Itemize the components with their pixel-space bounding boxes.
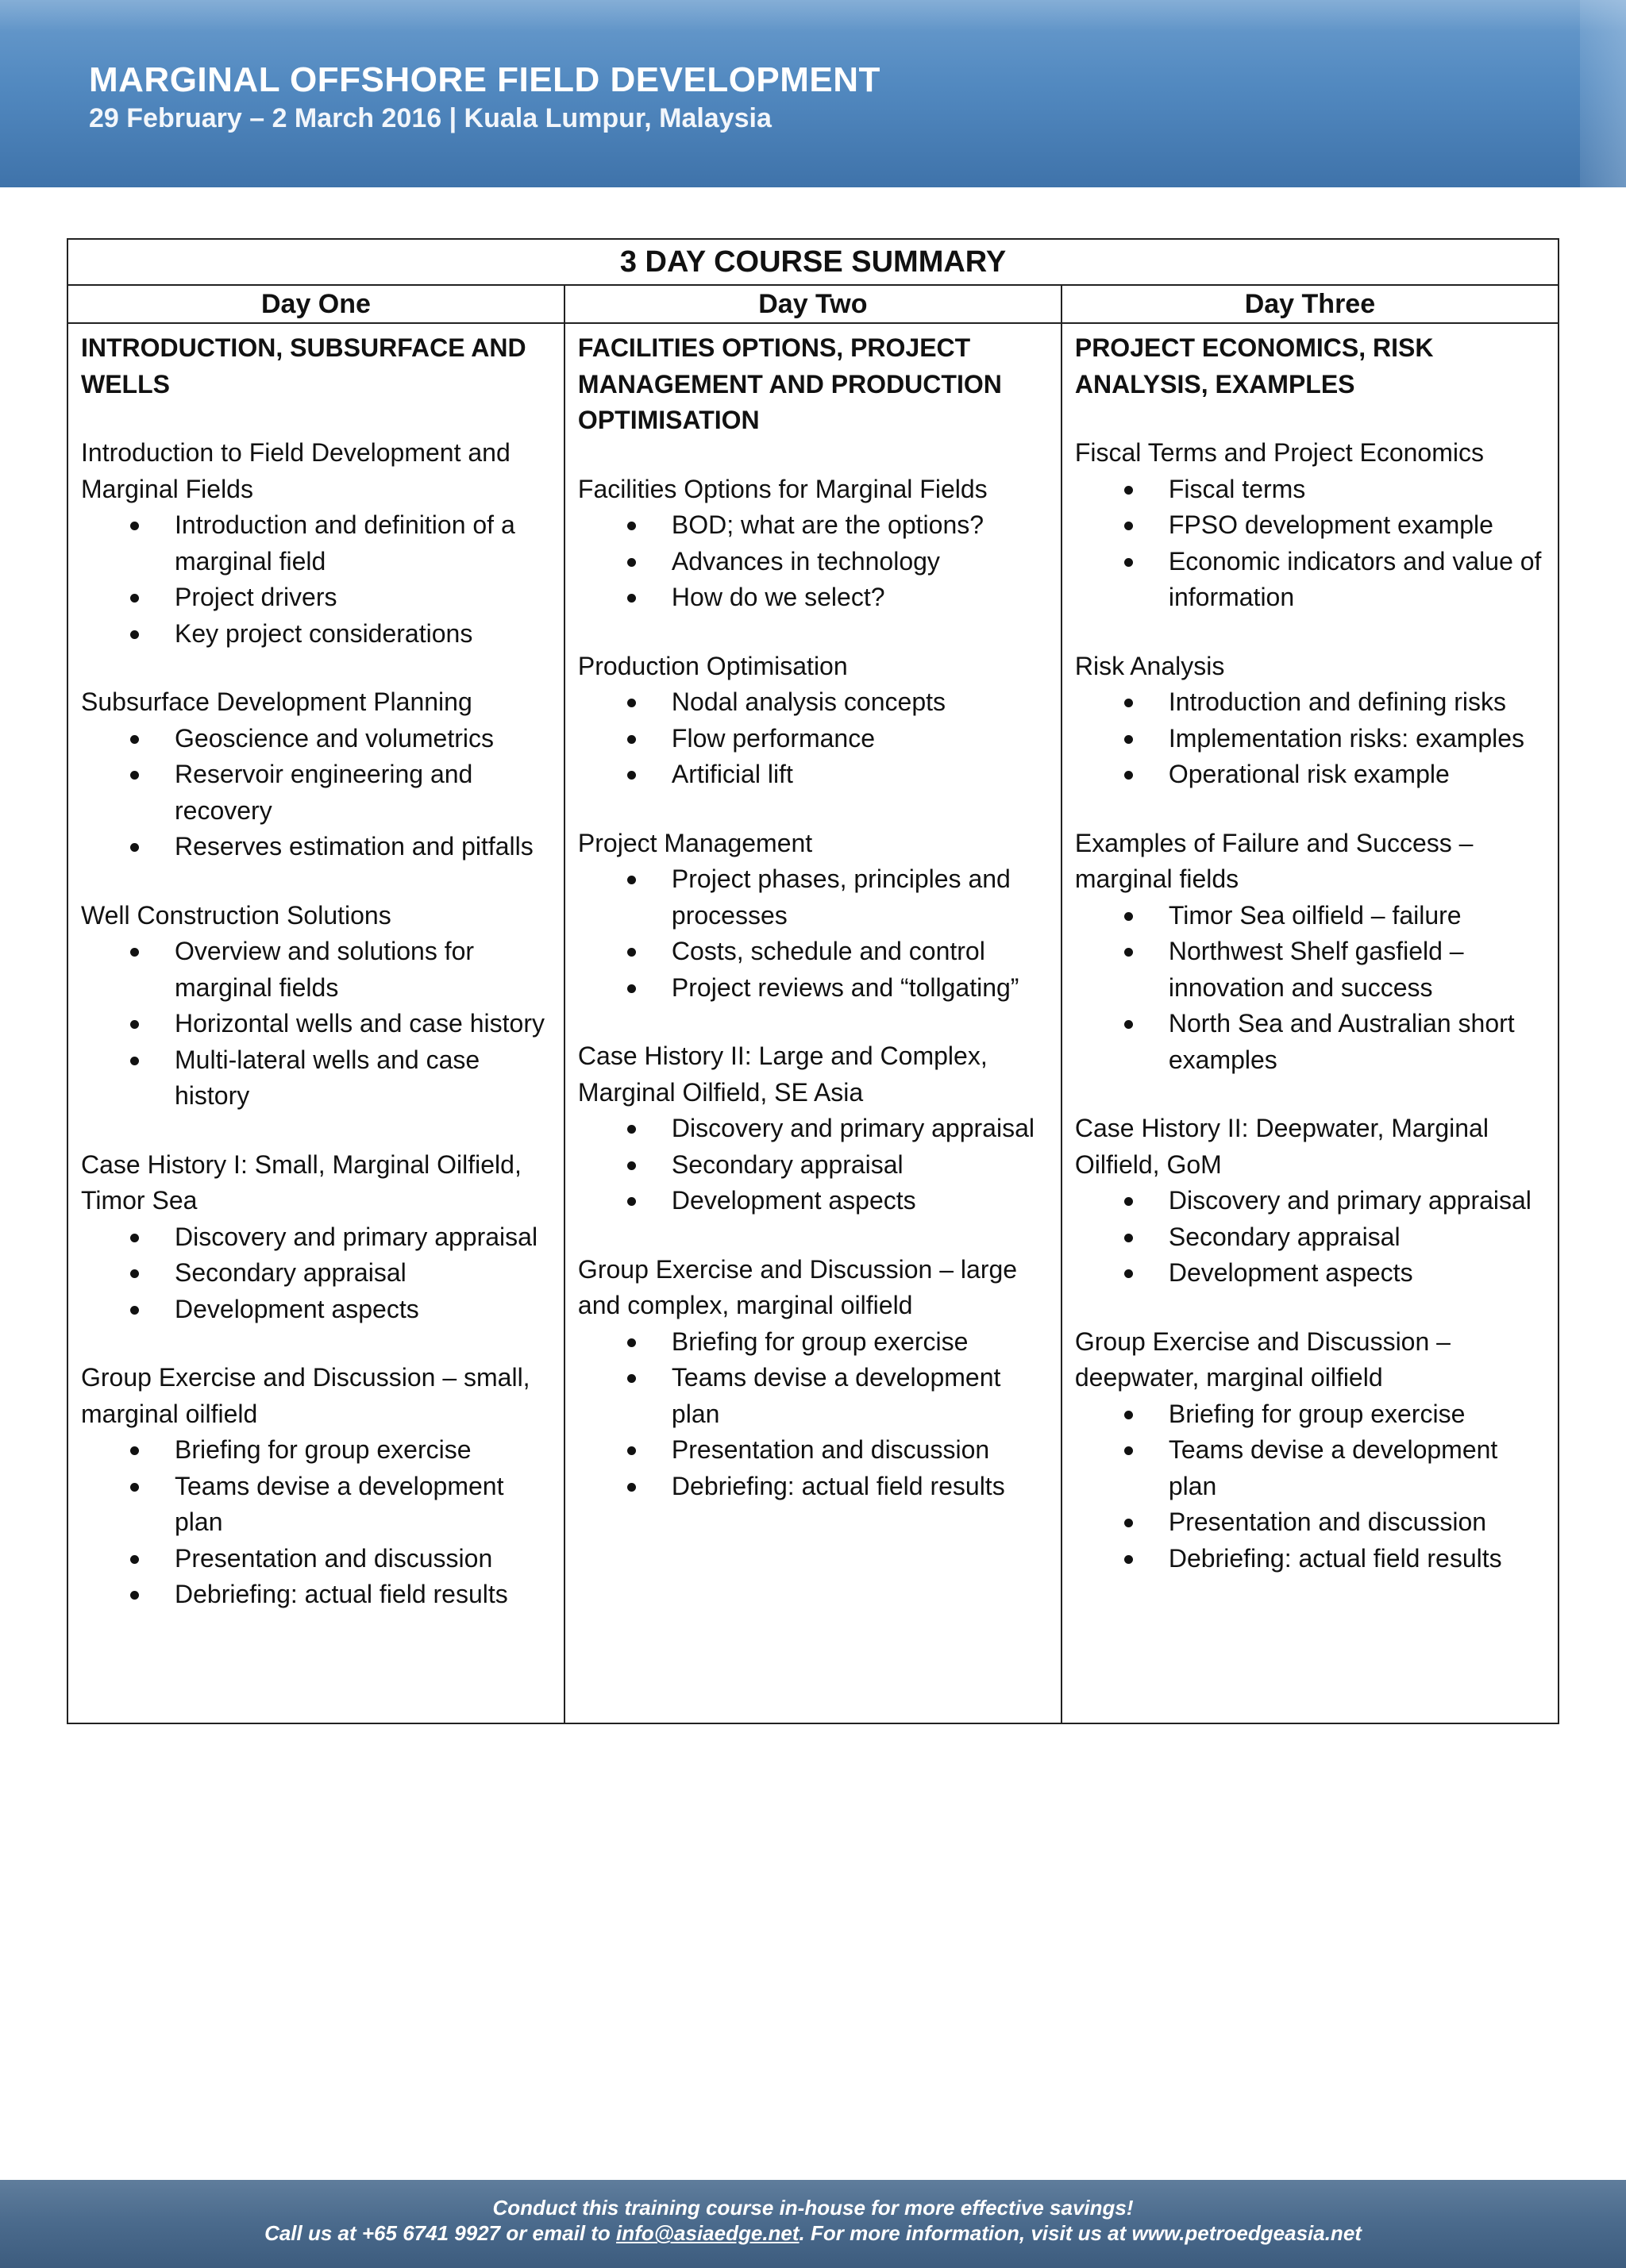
bullet-icon [1124,522,1133,530]
bullet-icon [130,843,139,852]
list-item-text: Fiscal terms [1168,474,1306,503]
topic-bullet-list [81,1432,551,1613]
list-item [1075,1504,1545,1541]
list-item-text: Geoscience and volumetrics [175,723,494,753]
list-item [578,934,1048,970]
list-item-text: Secondary appraisal [175,1258,406,1287]
bullet-icon [1124,735,1133,744]
topic-title: Risk Analysis [1074,651,1225,680]
list-item-text: Debriefing: actual field results [671,1471,1005,1500]
banner-sheen [0,0,1626,32]
list-item-text: Briefing for group exercise [1168,1399,1466,1428]
topic-title: Group Exercise and Discussion – deepwater, marginal oilfield [1074,1327,1451,1392]
topic-bullet-list [81,1219,551,1328]
bullet-icon [627,522,636,530]
list-item [578,507,1048,544]
day-one-header: Day One [67,285,564,323]
list-item-text: Project phases, principles and processes [671,864,1011,930]
bullet-icon [627,1161,636,1170]
bullet-icon [1124,558,1133,567]
footer-contact [0,2221,1626,2246]
list-item-text: Discovery and primary appraisal [671,1114,1035,1142]
list-item-text: Development aspects [671,1186,916,1215]
list-item-text: Project drivers [175,583,337,611]
topic-bullet-list [81,507,551,652]
bullet-icon [1124,1446,1133,1455]
list-item-text: Timor Sea oilfield – failure [1168,900,1462,930]
topic-bullet-list [1075,684,1545,793]
topic-bullet-list [578,861,1048,1006]
list-item [578,1183,1048,1219]
bullet-icon [1124,1269,1133,1278]
topic-section [1075,1324,1545,1577]
topic-title: Fiscal Terms and Project Economics [1074,438,1484,467]
bullet-icon [130,630,139,639]
list-item [81,829,551,865]
list-item [81,507,551,580]
topic-bullet-list [1075,898,1545,1079]
bullet-icon [130,1234,139,1242]
list-item [1075,1396,1545,1433]
footer-banner [0,2180,1626,2268]
bullet-icon [627,1125,636,1134]
day-three-header: Day Three [1062,285,1559,323]
list-item-text: Development aspects [175,1294,419,1323]
bullet-icon [130,1555,139,1564]
list-item-text: Multi-lateral wells and case history [175,1045,480,1110]
topic-bullet-list [81,721,551,865]
topic-bullet-list [578,1324,1048,1505]
list-item [81,721,551,757]
topic-title: Well Construction Solutions [81,900,391,930]
list-item [81,1432,551,1469]
day-theme: PROJECT ECONOMICS, RISK ANALYSIS, EXAMPLES [1074,333,1434,399]
list-item-text: Briefing for group exercise [671,1327,969,1356]
bullet-icon [1124,1519,1133,1527]
email-link[interactable]: info@asiaedge.net [616,2221,800,2245]
day-column [1062,323,1559,1723]
list-item-text: Project reviews and “tollgating” [671,972,1019,1002]
topic-bullet-list [1075,472,1545,616]
topic-bullet-list [1075,1396,1545,1577]
topic-section [578,1252,1048,1505]
bullet-icon [627,876,636,884]
list-item-text: Discovery and primary appraisal [1168,1186,1532,1215]
topic-section [578,1038,1048,1219]
topic-title: Case History II: Large and Complex, Marginal Oilfield, SE Asia [577,1042,988,1107]
topic-title: Facilities Options for Marginal Fields [577,474,988,503]
list-item [1075,757,1545,793]
course-date-location: 29 February – 2 March 2016 | Kuala Lumpur, Malaysia [89,103,772,133]
day-theme: INTRODUCTION, SUBSURFACE AND WELLS [81,333,526,399]
topic-title: Case History II: Deepwater, Marginal Oilfield, GoM [1074,1114,1489,1179]
list-item [1075,1006,1545,1078]
bullet-icon [1124,948,1133,957]
list-item [1075,472,1545,508]
list-item-text: Briefing for group exercise [175,1435,472,1464]
bullet-icon [130,1020,139,1029]
topic-bullet-list [1075,1183,1545,1292]
list-item [81,934,551,1006]
topic-section [81,684,551,865]
topic-title: Project Management [577,828,813,857]
bullet-icon [130,1306,139,1315]
bullet-icon [627,1446,636,1455]
list-item-text: Advances in technology [671,546,940,576]
bullet-icon [130,1483,139,1492]
list-item [578,1360,1048,1432]
list-item [1075,934,1545,1006]
list-item [578,1469,1048,1505]
topic-section [81,898,551,1115]
bullet-icon [130,735,139,744]
list-item [81,1219,551,1256]
footer-tagline: Conduct this training course in-house for more effective savings! [492,2196,1134,2220]
list-item [578,1111,1048,1147]
list-item-text: Introduction and defining risks [1168,687,1506,716]
list-item [1075,1432,1545,1504]
bullet-icon [1124,1020,1133,1029]
bullet-icon [627,984,636,993]
topic-bullet-list [578,684,1048,793]
bullet-icon [130,1057,139,1065]
list-item [578,861,1048,934]
list-item-text: FPSO development example [1168,510,1493,539]
bullet-icon [1124,912,1133,921]
topic-title: Group Exercise and Discussion – large and complex, marginal oilfield [577,1254,1018,1319]
list-item [578,580,1048,616]
topic-section [578,472,1048,616]
list-item-text: Secondary appraisal [1168,1222,1401,1251]
list-item [578,1324,1048,1361]
topic-section [1075,826,1545,1079]
bullet-icon [1124,486,1133,495]
list-item-text: Debriefing: actual field results [1168,1543,1502,1573]
topic-bullet-list [578,1111,1048,1219]
list-item [1075,507,1545,544]
bullet-icon [130,1446,139,1455]
bullet-icon [627,771,636,780]
list-item-text: Presentation and discussion [671,1435,990,1464]
list-item [578,970,1048,1007]
list-item-text: Nodal analysis concepts [671,687,946,716]
list-item-text: Teams devise a development plan [175,1471,504,1536]
list-item [81,757,551,829]
list-item-text: Overview and solutions for marginal fields [175,937,475,1002]
bullet-icon [1124,1555,1133,1564]
list-item [81,1292,551,1328]
bullet-icon [1124,1234,1133,1242]
list-item [81,616,551,653]
list-item-text: North Sea and Australian short examples [1168,1009,1515,1074]
list-item [81,580,551,616]
list-item [1075,1183,1545,1219]
list-item [81,1255,551,1292]
list-item-text: Introduction and definition of a marginal field [175,510,515,576]
list-item [81,1042,551,1115]
list-item [1075,721,1545,757]
list-item-text: Teams devise a development plan [671,1363,1001,1428]
bullet-icon [130,594,139,603]
list-item-text: Teams devise a development plan [1168,1435,1498,1500]
bullet-icon [1124,699,1133,707]
topic-bullet-list [578,507,1048,616]
list-item [81,1577,551,1613]
bullet-icon [130,1269,139,1278]
list-item [578,684,1048,721]
list-item [578,721,1048,757]
topic-section [81,1360,551,1613]
list-item-text: Horizontal wells and case history [175,1009,545,1038]
list-item-text: Presentation and discussion [1168,1508,1487,1536]
list-item [578,757,1048,793]
list-item-text: Economic indicators and value of information [1168,546,1542,611]
bullet-icon [1124,1197,1133,1206]
bullet-icon [130,948,139,957]
list-item-text: Implementation risks: examples [1168,723,1525,753]
bullet-icon [1124,771,1133,780]
topic-title: Production Optimisation [577,651,848,680]
day-theme: FACILITIES OPTIONS, PROJECT MANAGEMENT AND PRODUCTION OPTIMISATION [577,333,1002,434]
topic-section [1075,649,1545,793]
day-column [564,323,1062,1723]
list-item-text: Operational risk example [1168,760,1450,788]
header-banner [0,0,1626,187]
list-item [1075,1541,1545,1577]
list-item-text: Key project considerations [175,618,473,648]
bullet-icon [627,948,636,957]
bullet-icon [130,522,139,530]
list-item-text: BOD; what are the options? [671,510,984,539]
list-item [1075,1255,1545,1292]
bullet-icon [627,699,636,707]
list-item-text: Presentation and discussion [175,1543,493,1573]
topic-title: Group Exercise and Discussion – small, marginal oilfield [81,1363,530,1428]
list-item-text: Flow performance [671,723,876,753]
topic-bullet-list [81,934,551,1115]
list-item-text: Development aspects [1168,1258,1413,1287]
topic-section [81,435,551,652]
list-item [1075,898,1545,934]
list-item [1075,544,1545,616]
topic-section [1075,1111,1545,1292]
bullet-icon [627,594,636,603]
bullet-icon [627,1483,636,1492]
list-item-text: Reservoir engineering and recovery [175,760,473,825]
topic-title: Case History I: Small, Marginal Oilfield, Timor Sea [81,1149,522,1215]
bullet-icon [130,771,139,780]
list-item [1075,1219,1545,1256]
list-item-text: Discovery and primary appraisal [175,1222,538,1251]
list-item [81,1006,551,1042]
summary-title: 3 DAY COURSE SUMMARY [67,239,1559,285]
list-item [578,1147,1048,1184]
topic-title: Subsurface Development Planning [81,687,472,716]
bullet-icon [130,1591,139,1600]
list-item-text: Costs, schedule and control [671,937,985,965]
course-title: MARGINAL OFFSHORE FIELD DEVELOPMENT [89,60,880,99]
topic-section [1075,435,1545,616]
bullet-icon [627,1374,636,1383]
footer-contact-suffix: . For more information, visit us at www.petroedgeasia.net [799,2221,1362,2245]
course-summary-table [67,238,1559,1724]
list-item-text: Reserves estimation and pitfalls [175,832,534,861]
list-item [578,544,1048,580]
topic-section [578,649,1048,793]
bullet-icon [627,1338,636,1347]
list-item [1075,684,1545,721]
footer-contact-prefix: Call us at +65 6741 9927 or email to [264,2221,617,2245]
list-item-text: Northwest Shelf gasfield – innovation and success [1168,937,1464,1002]
topic-section [578,826,1048,1007]
list-item [81,1469,551,1541]
list-item-text: Debriefing: actual field results [175,1580,508,1608]
list-item [578,1432,1048,1469]
bullet-icon [627,1197,636,1206]
topic-title: Examples of Failure and Success – marginal fields [1074,828,1474,893]
list-item-text: Secondary appraisal [671,1149,904,1179]
banner-edge [1580,0,1626,187]
list-item [81,1541,551,1577]
bullet-icon [627,735,636,744]
topic-section [81,1147,551,1328]
day-two-header: Day Two [564,285,1062,323]
topic-title: Introduction to Field Development and Marginal Fields [81,438,511,503]
bullet-icon [627,558,636,567]
list-item-text: How do we select? [671,583,885,611]
bullet-icon [1124,1411,1133,1419]
list-item-text: Artificial lift [671,760,793,788]
day-column [67,323,564,1723]
